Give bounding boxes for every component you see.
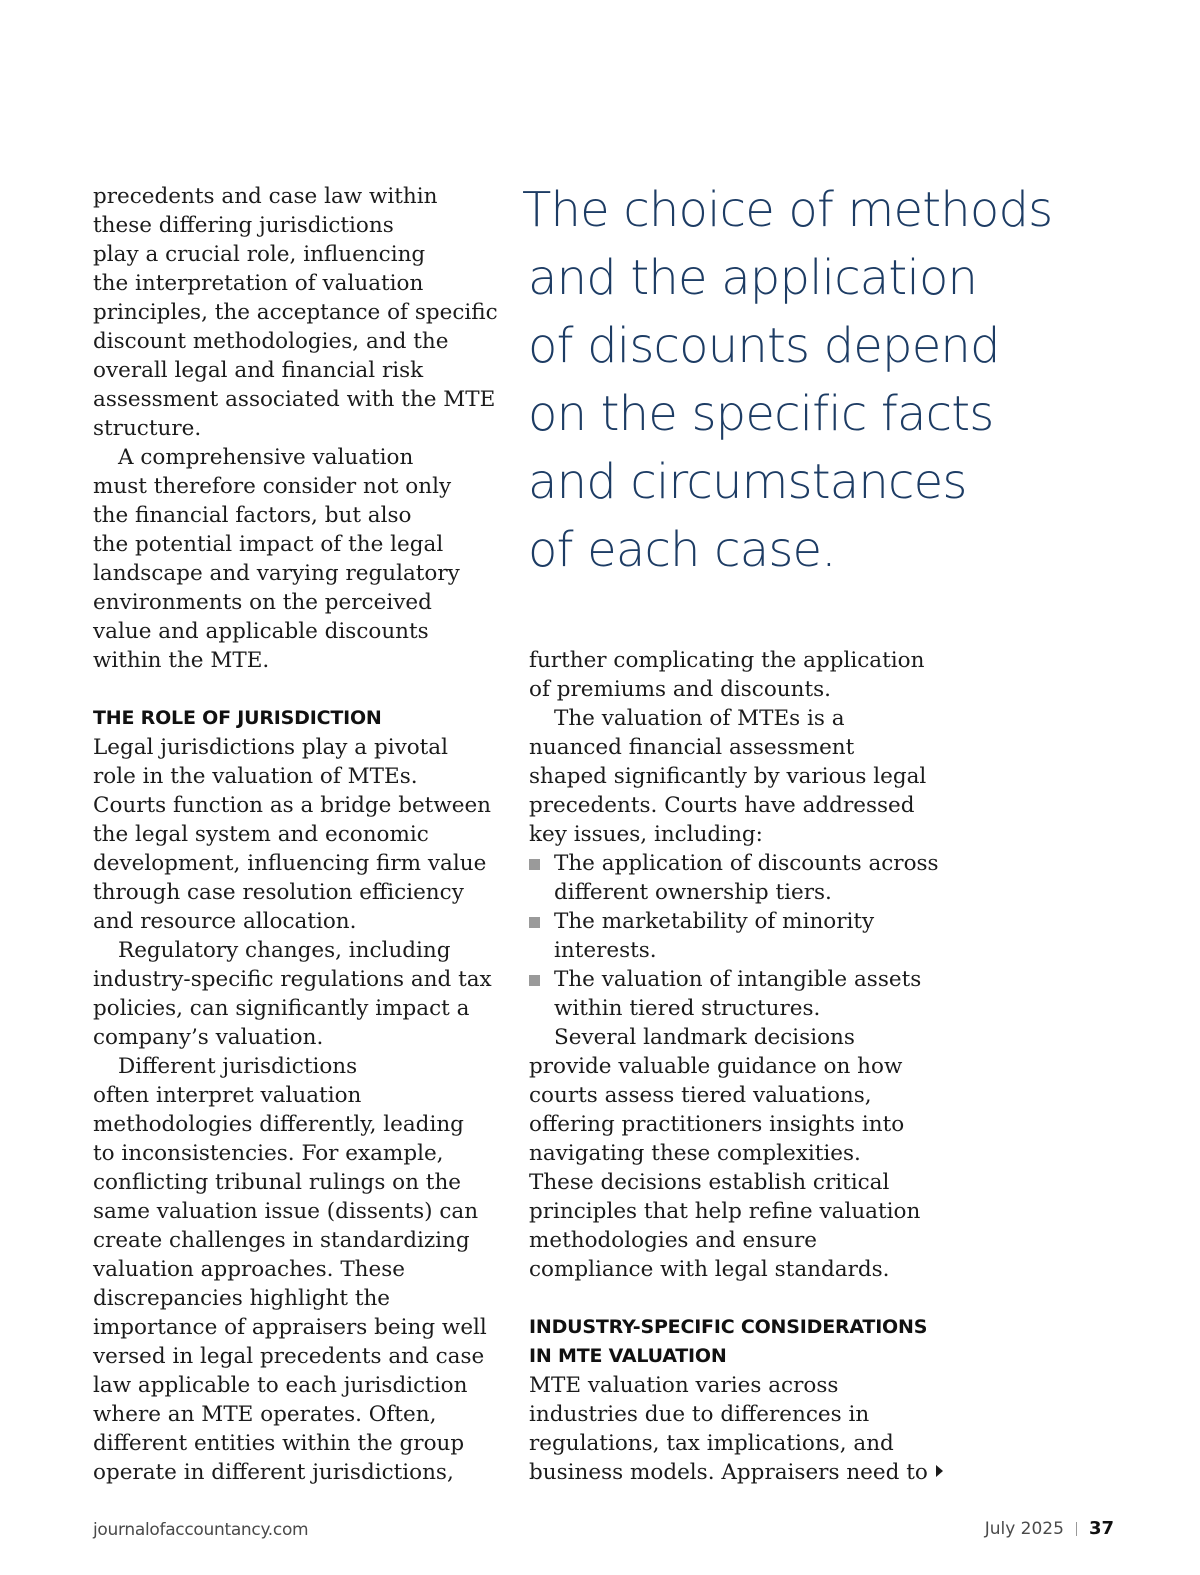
right-paragraph-2 [529, 704, 959, 849]
pull-quote-line: of each case. [528, 522, 836, 578]
text-line: regulations, tax implications, and [529, 1431, 894, 1456]
text-line: must therefore consider not only [93, 474, 452, 499]
list-item [529, 965, 959, 1023]
right-column [529, 646, 959, 1487]
text-line: to inconsistencies. For example, [93, 1141, 444, 1166]
text-line: valuation approaches. These [93, 1257, 406, 1282]
right-paragraph-4 [529, 1371, 959, 1487]
text-line: Different jurisdictions [118, 1054, 358, 1079]
text-line: methodologies and ensure [529, 1228, 818, 1253]
heading-line: INDUSTRY-SPECIFIC CONSIDERATIONS [529, 1316, 928, 1338]
text-line: key issues, including: [529, 822, 763, 847]
section-heading-jurisdiction: THE ROLE OF JURISDICTION [93, 707, 382, 729]
text-line: environments on the perceived [93, 590, 432, 615]
text-line: company’s valuation. [93, 1025, 324, 1050]
text-line-last [529, 1458, 959, 1487]
text-line: the potential impact of the legal [93, 532, 444, 557]
square-bullet-icon [529, 975, 540, 986]
text-line: within the MTE. [93, 648, 270, 673]
text-line: principles, the acceptance of specific [93, 300, 498, 325]
text-line: landscape and varying regulatory [93, 561, 460, 586]
list-item [529, 907, 959, 965]
text-line: Legal jurisdictions play a pivotal [93, 735, 449, 760]
text-line: discrepancies highlight the [93, 1286, 391, 1311]
text-line: nuanced financial assessment [529, 735, 855, 760]
pull-quote-line: of discounts depend [528, 318, 1000, 374]
bullet-list [529, 849, 959, 1023]
text-line: play a crucial role, influencing [93, 242, 426, 267]
text-line: precedents. Courts have addressed [529, 793, 915, 818]
text-line: Several landmark decisions [554, 1025, 855, 1050]
text-line: versed in legal precedents and case [93, 1344, 485, 1369]
text-line: role in the valuation of MTEs. [93, 764, 418, 789]
pull-quote-line: and circumstances [528, 454, 967, 510]
text-line: these differing jurisdictions [93, 213, 394, 238]
text-line: value and applicable discounts [93, 619, 429, 644]
right-paragraph-3 [529, 1023, 959, 1284]
pull-quote-line: The choice of methods [522, 182, 1053, 238]
left-paragraph-3 [93, 733, 503, 936]
text-line: discount methodologies, and the [93, 329, 449, 354]
text-line: through case resolution efficiency [93, 880, 464, 905]
footer-right [985, 1518, 1114, 1539]
text-line: principles that help refine valuation [529, 1199, 921, 1224]
text-line: the legal system and economic [93, 822, 429, 847]
text-line: conflicting tribunal rulings on the [93, 1170, 462, 1195]
text-line: provide valuable guidance on how [529, 1054, 903, 1079]
text-line: different ownership tiers. [554, 880, 832, 905]
left-paragraph-1 [93, 182, 503, 443]
text-line: The valuation of intangible assets [554, 967, 922, 992]
text-line: structure. [93, 416, 202, 441]
text-line: overall legal and financial risk [93, 358, 424, 383]
section-heading-industry [529, 1313, 959, 1371]
text-line: The valuation of MTEs is a [554, 706, 845, 731]
text-line: further complicating the application [529, 648, 925, 673]
pull-quote-line: on the specific facts [528, 386, 994, 442]
text-line: Courts function as a bridge between [93, 793, 492, 818]
text-line: often interpret valuation [93, 1083, 362, 1108]
footer-divider [1076, 1522, 1077, 1536]
heading-line: IN MTE VALUATION [529, 1345, 727, 1367]
text-line: interests. [554, 938, 657, 963]
text-line: within tiered structures. [554, 996, 821, 1021]
page-footer [93, 1516, 1114, 1546]
text-line: of premiums and discounts. [529, 677, 831, 702]
text-line: offering practitioners insights into [529, 1112, 905, 1137]
text-line: where an MTE operates. Often, [93, 1402, 437, 1427]
square-bullet-icon [529, 917, 540, 928]
text-line: courts assess tiered valuations, [529, 1083, 872, 1108]
footer-website: journalofaccountancy.com [93, 1520, 309, 1540]
text-line: operate in different jurisdictions, [93, 1460, 454, 1485]
text-line: These decisions establish critical [529, 1170, 890, 1195]
text-line: and resource allocation. [93, 909, 357, 934]
text-line: law applicable to each jurisdiction [93, 1373, 468, 1398]
text-line: industry-specific regulations and tax [93, 967, 492, 992]
pull-quote [522, 176, 1053, 584]
list-item [529, 849, 959, 907]
text-line: navigating these complexities. [529, 1141, 861, 1166]
text-line: The marketability of minority [554, 909, 875, 934]
left-paragraph-2 [93, 443, 503, 675]
right-paragraph-1 [529, 646, 959, 704]
square-bullet-icon [529, 859, 540, 870]
text-line: same valuation issue (dissents) can [93, 1199, 479, 1224]
continue-arrow-icon [936, 1465, 943, 1477]
footer-date: July 2025 [984, 1519, 1064, 1539]
text-line: shaped significantly by various legal [529, 764, 927, 789]
left-column [93, 182, 503, 1487]
text-line: precedents and case law within [93, 184, 438, 209]
text-line: A comprehensive valuation [118, 445, 414, 470]
text-line: create challenges in standardizing [93, 1228, 470, 1253]
pull-quote-line: and the application [528, 250, 978, 306]
left-paragraph-4 [93, 936, 503, 1052]
text-line: importance of appraisers being well [93, 1315, 487, 1340]
text-line: MTE valuation varies across [529, 1373, 839, 1398]
page-number: 37 [1088, 1518, 1114, 1539]
text-line: the financial factors, but also [93, 503, 412, 528]
text-line-content: business models. Appraisers need to [529, 1460, 928, 1485]
text-line: development, influencing firm value [93, 851, 487, 876]
text-line: different entities within the group [93, 1431, 465, 1456]
text-line: methodologies differently, leading [93, 1112, 464, 1137]
left-paragraph-5 [93, 1052, 503, 1487]
text-line: the interpretation of valuation [93, 271, 424, 296]
text-line: policies, can significantly impact a [93, 996, 470, 1021]
text-line: The application of discounts across [554, 851, 939, 876]
text-line: industries due to differences in [529, 1402, 870, 1427]
text-line: compliance with legal standards. [529, 1257, 890, 1282]
text-line: assessment associated with the MTE [93, 387, 496, 412]
text-line: Regulatory changes, including [118, 938, 451, 963]
